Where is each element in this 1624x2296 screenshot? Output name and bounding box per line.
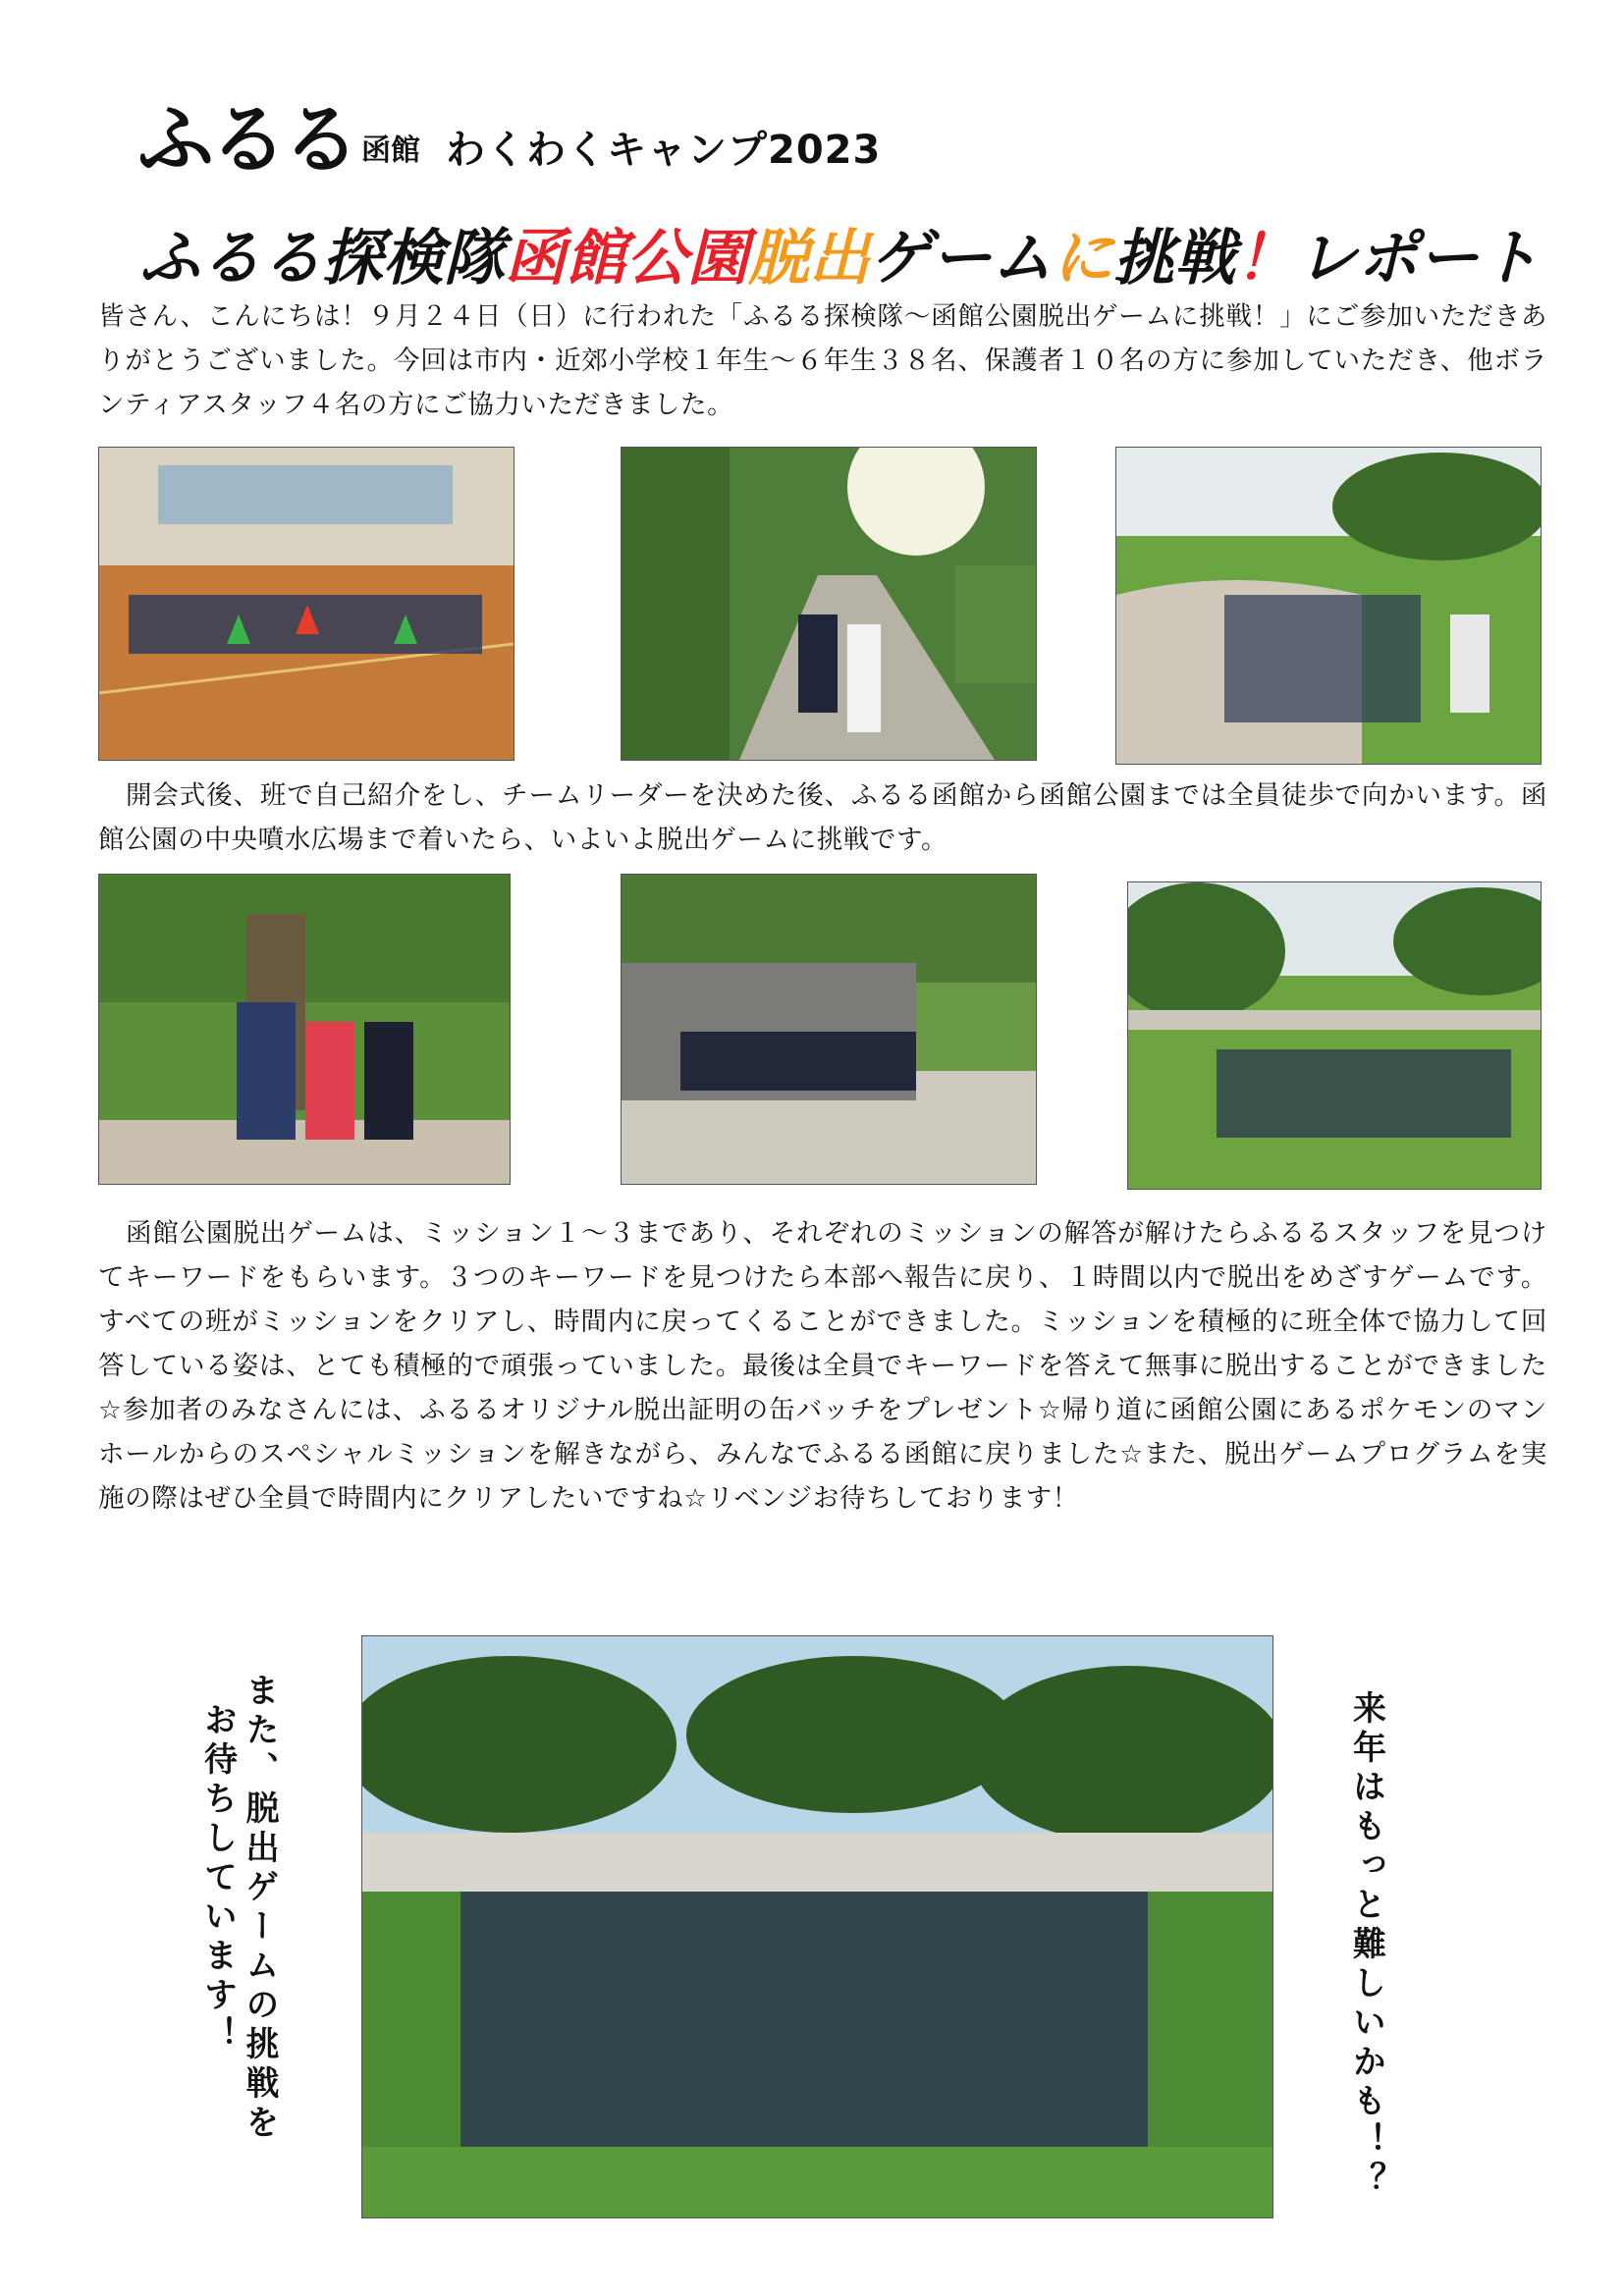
caption-left-line-2: お待ちしています！: [197, 1702, 238, 2056]
headline-part-4: ゲーム: [870, 221, 1054, 294]
walk-paragraph: 開会式後、班で自己紹介をし、チームリーダーを決めた後、ふるる函館から函館公園までは全員徒歩で向かいます。函館公園の中央噴水広場まで着いたら、いよいよ脱出ゲームに挑戦です。: [98, 780, 1547, 855]
headline-part-8: レポート: [1296, 221, 1541, 294]
header-logo: [137, 90, 882, 185]
headline-part-5: に: [1053, 221, 1114, 294]
headline-part-2: 函館公園: [505, 221, 749, 294]
photo-group-trees: [98, 874, 511, 1185]
photo-gymnasium: [98, 447, 514, 761]
caption-left-line-1: また、脱出ゲームの挑戦を: [240, 1673, 279, 2144]
caption-right: 来年はもっと難しいかも！？: [1346, 1690, 1386, 2201]
headline-part-6: 挑戦: [1113, 221, 1236, 294]
headline-part-7: ！: [1235, 221, 1297, 294]
intro-paragraph: 皆さん、こんにちは！９月２４日（日）に行われた「ふるる探検隊～函館公園脱出ゲームに挑戦！」にご参加いただきありがとうございました。今回は市内・近郊小学校１年生～６年生３８名、保護者１０名の方に参加していただき、他ボランティアスタッフ４名の方にご協力いただきました。: [98, 301, 1547, 420]
photo-walking-path: [621, 447, 1037, 761]
game-paragraph: 函館公園脱出ゲームは、ミッション１～３まであり、それぞれのミッションの解答が解けたらふるるスタッフを見つけてキーワードをもらいます。３つのキーワードを見つけたら本部へ報告に戻り、１時間以内で脱出をめざすゲームです。すべての班がミッションをクリアし、時間内に戻ってくることができました。ミッションを積極的に班全体で協力して回答している姿は、とても積極的で頑張っていました。最後は全員でキーワードを答えて無事に脱出することができました☆参加者のみなさんには、ふるるオリジナル脱出証明の缶バッチをプレゼント☆帰り道に函館公園にあるポケモンのマンホールからのスペシャルミッションを解きながら、みんなでふるる函館に戻りました☆また、脱出ゲームプログラムを実施の際はぜひ全員で時間内にクリアしたいですね☆リベンジお待ちしております！: [98, 1218, 1547, 1514]
photo-park-lawn: [1115, 447, 1542, 765]
brand-city: 函館: [361, 133, 421, 168]
photo-fence-line: [621, 874, 1037, 1185]
headline-part-1: ふるる探検隊: [139, 221, 506, 294]
page-title: [139, 208, 1541, 296]
brand-script: ふるる: [137, 95, 356, 185]
headline-part-3: 脱出: [748, 221, 871, 294]
photo-group-portrait: [361, 1635, 1273, 2218]
caption-left: [196, 1673, 280, 2144]
photo-sitting-group: [1127, 881, 1542, 1190]
event-title: わくわくキャンプ2023: [446, 128, 882, 173]
